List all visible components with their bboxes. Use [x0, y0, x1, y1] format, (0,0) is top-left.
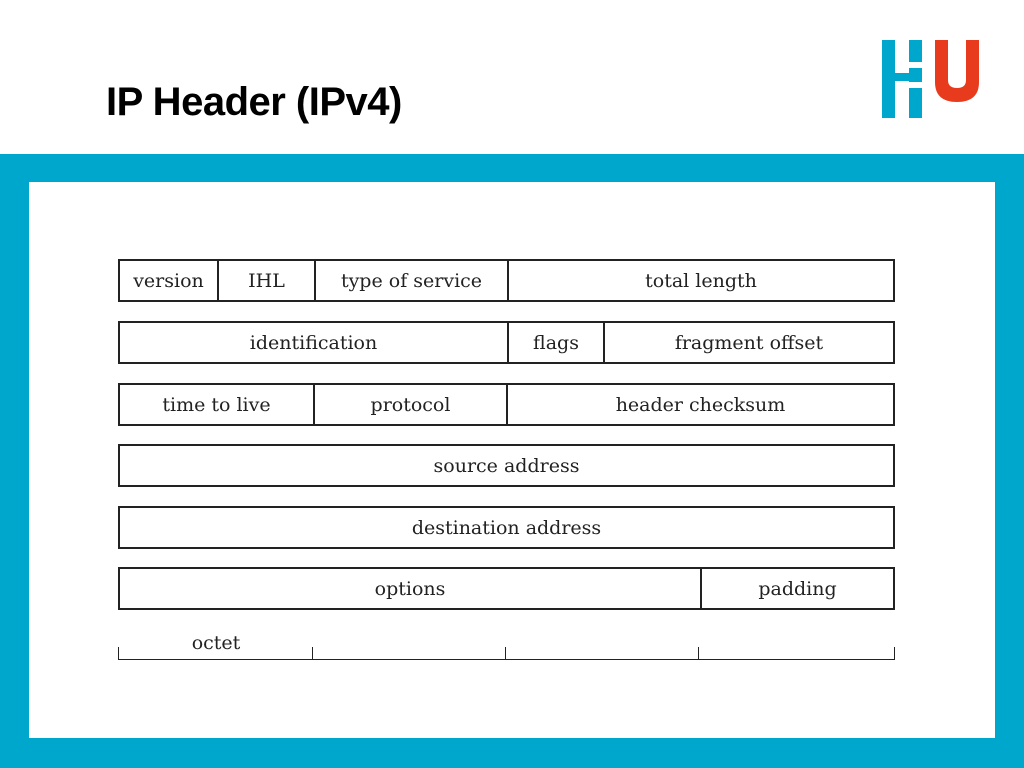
field-ihl: IHL — [217, 261, 314, 300]
octet-scale-tick — [505, 647, 506, 660]
ipv4-header-diagram — [118, 182, 896, 702]
content-panel — [29, 182, 995, 738]
octet-scale-tick — [118, 647, 119, 660]
octet-scale-tick — [698, 647, 699, 660]
field-type-of-service: type of service — [314, 261, 507, 300]
field-time-to-live: time to live — [162, 393, 271, 416]
header-row-3 — [118, 383, 895, 426]
header-row-4 — [118, 444, 895, 487]
octet-scale-tick — [312, 647, 313, 660]
header-row-2 — [118, 321, 895, 364]
header-row-6 — [118, 567, 895, 610]
slide-title: IP Header (IPv4) — [106, 80, 402, 124]
octet-scale — [118, 632, 895, 660]
header-row-5 — [118, 506, 895, 549]
field-protocol: protocol — [313, 385, 506, 424]
octet-scale-tick — [894, 647, 895, 660]
field-total-length: total length — [507, 261, 893, 300]
field-destination-address: destination address — [411, 516, 602, 539]
field-header-checksum: header checksum — [506, 385, 893, 424]
field-source-address: source address — [433, 454, 580, 477]
field-options: options — [374, 577, 446, 600]
octet-scale-line — [118, 659, 895, 660]
field-fragment-offset: fragment offset — [603, 323, 893, 362]
field-version: version — [133, 269, 204, 292]
field-identification: identification — [249, 331, 378, 354]
hhu-logo-icon — [880, 38, 980, 120]
field-flags: flags — [507, 323, 603, 362]
header-row-1 — [118, 259, 895, 302]
content-frame — [0, 154, 1024, 768]
field-padding: padding — [700, 569, 893, 608]
octet-scale-label: octet — [191, 632, 241, 654]
